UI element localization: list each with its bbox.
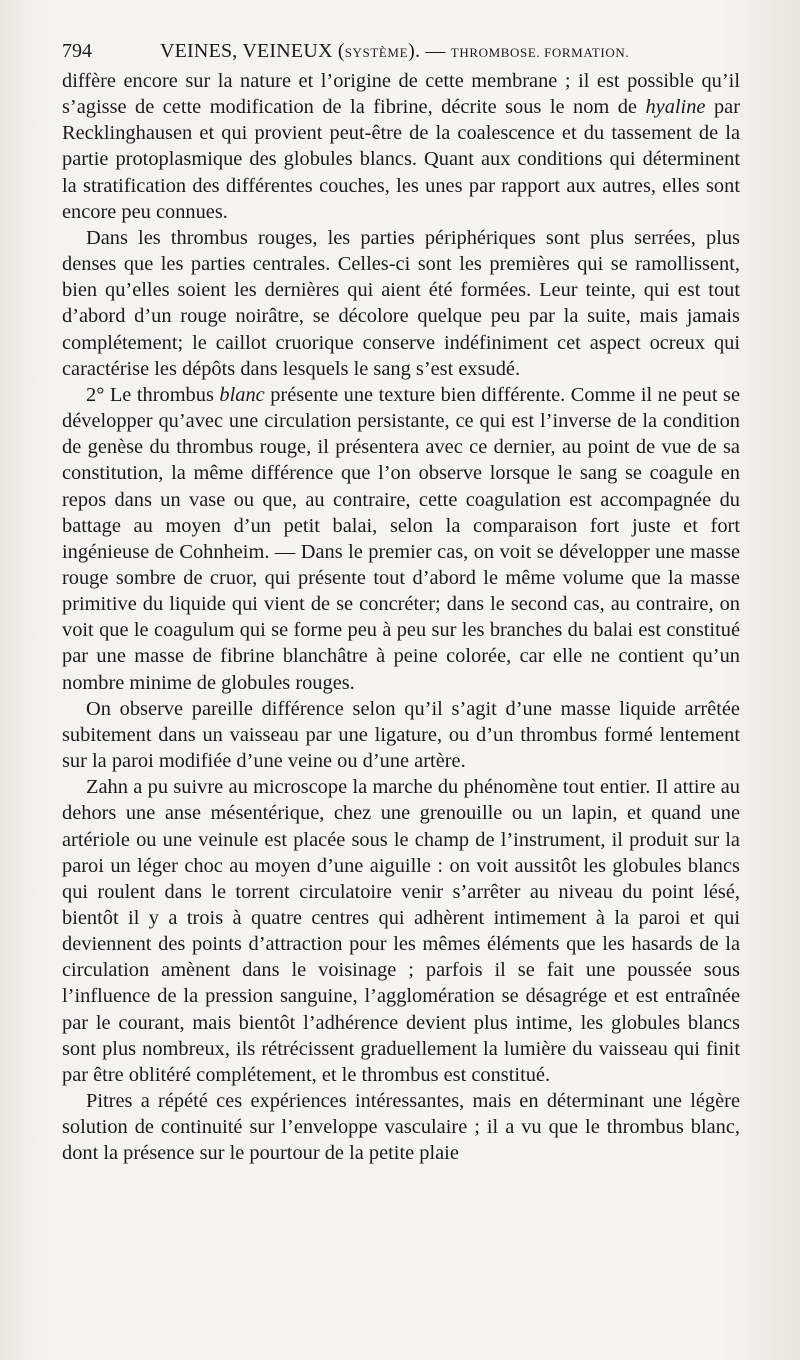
title-topic: THROMBOSE. FORMATION. [450,45,630,60]
body-text [62,68,740,1167]
italic-term: blanc [219,383,265,406]
text-run: 2° Le thrombus [86,383,220,406]
page-number: 794 [62,40,92,62]
paragraph [62,774,740,1088]
text-run: diffère encore sur la nature et l’origine de cette membrane ; il est possible qu’il s’agisse de cette modification de la fibrine, décrite sous le nom de [62,70,740,119]
paragraph [62,225,740,382]
paragraph [62,1088,740,1166]
italic-term: hyaline [645,96,706,119]
text-run: par Recklinghausen et qui provient peut-être de la coalescence et du tassement de la partie protoplasmique des globules blancs. Quant aux conditions qui déterminent la stratification des différentes couches, les unes par rapport aux autres, elles sont encore peu connues. [62,96,740,223]
text-run: On observe pareille différence selon qu’il s’agit d’une masse liquide arrêtée subitement dans un vaisseau par une ligature, ou d’un thrombus formé lentement sur la paroi modifiée d’une veine ou d’une artère. [62,697,740,773]
text-run: Zahn a pu suivre au microscope la marche du phénomène tout entier. Il attire au dehors une anse mésentérique, chez une grenouille ou un lapin, et quand une artériole ou une veinule est placée sous le champ de l’instrument, il produit sur la paroi un léger choc au moyen d’une aiguille : on voit aussitôt les globules blancs qui roulent dans le torrent circulatoire venir s’arrêter au niveau du point lésé, bientôt il y a trois à quatre centres qui adhèrent intimement à la paroi et qui deviennent des points d’attraction pour les mêmes éléments que les hasards de la circulation amènent dans le voisinage ; parfois il se fait une poussée sous l’influence de la pression sanguine, l’agglomération se désagrége et est entraînée par le courant, mais bientôt l’adhérence devient plus intime, les globules blancs sont plus nombreux, ils rétrécissent graduellement la lumière du vaisseau qui finit par être oblitéré complétement, et le thrombus est constitué. [62,776,740,1086]
paragraph [62,696,740,774]
running-title [160,36,629,68]
running-header [62,36,742,66]
text-run: présente une texture bien différente. Comme il ne peut se développer qu’avec une circulation persistante, ce qui est l’inverse de la condition de genèse du thrombus rouge, il présentera avec ce dernier, au point de vue de sa constitution, la même différence que l’on observe lorsque le sang se coagule en repos dans un vase ou que, au contraire, cette coagulation est accompagnée du battage au moyen d’un petit balai, selon la comparaison fort juste et fort ingénieuse de Cohnheim. — Dans le premier cas, on voit se développer une masse rouge sombre de cruor, qui présente tout d’abord le même volume que la masse primitive du liquide qui vient de se concréter; dans le second cas, au contraire, on voit que le coagulum qui se forme peu à peu sur les branches du balai est constitué par une masse de fibrine blanchâtre à peine colorée, car elle ne contient qu’un nombre minime de globules rouges. [62,383,740,694]
title-paren-open: ( [337,40,345,62]
paragraph [62,382,740,696]
text-run: Dans les thrombus rouges, les parties périphériques sont plus serrées, plus denses que les parties centrales. Celles-ci sont les premières qui se ramollissent, bien qu’elles soient les dernières qui aient été formées. Leur teinte, qui est tout d’abord d’un rouge noirâtre, se décolore quelque peu par la suite, mais jamais complétement; le caillot cruorique conserve indéfiniment cet aspect ocreux qui caractérise les dépôts dans lesquels le sang s’est exsudé. [62,226,740,380]
paragraph [62,68,740,225]
title-dash: — [420,40,451,62]
title-main: VEINES, VEINEUX [160,40,333,62]
title-system: SYSTÈME [344,45,409,60]
title-paren-close: ). [408,40,421,62]
text-run: Pitres a répété ces expériences intéressantes, mais en déterminant une légère solution de continuité sur l’enveloppe vasculaire ; il a vu que le thrombus blanc, dont la présence sur le pourtour de la petite plaie [62,1090,740,1165]
